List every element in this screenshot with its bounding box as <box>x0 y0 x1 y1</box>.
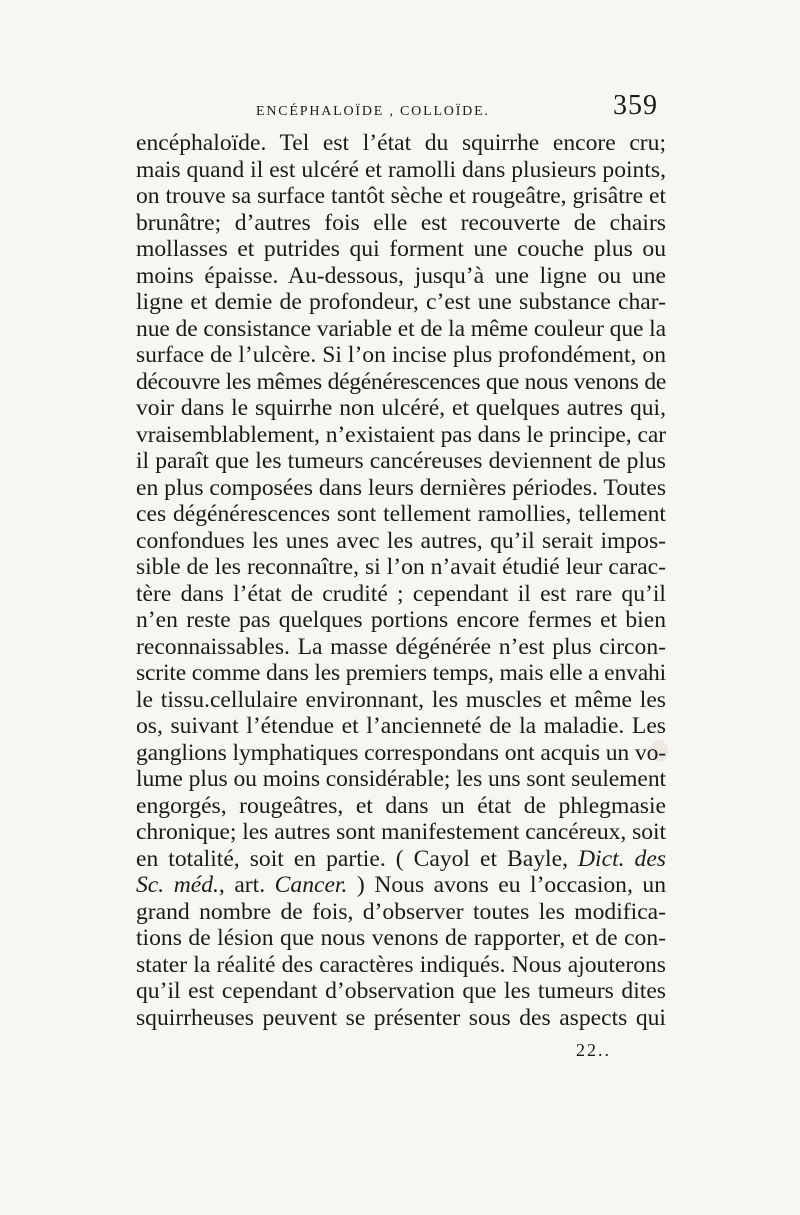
text-line: brunâtre; d’autres fois elle est recouverte de chairs <box>136 209 666 236</box>
text-line: tions de lésion que nous venons de rapporter, et de con- <box>136 925 666 951</box>
text-line: os, suivant l’étendue et l’ancienneté de la maladie. Les <box>136 713 666 739</box>
text-line: Sc. méd., art. Cancer. ) Nous avons eu l’occasion, un <box>136 872 666 898</box>
printer-signature: 22.. <box>576 1040 611 1060</box>
text-line: on trouve sa surface tantôt sèche et rougeâtre, grisâtre et <box>136 183 666 209</box>
page-number: 359 <box>613 90 658 121</box>
text-line: tère dans l’état de crudité ; cependant il est rare qu’il <box>136 580 666 607</box>
text-line: moins épaisse. Au-dessous, jusqu’à une ligne ou une <box>136 262 666 289</box>
text-line: encéphaloïde. Tel est l’état du squirrhe encore cru; <box>136 130 666 156</box>
text-line: en plus composées dans leurs dernières périodes. Toutes <box>136 474 666 501</box>
text-line: mais quand il est ulcéré et ramolli dans plusieurs points, <box>136 156 666 183</box>
text-line: scrite comme dans les premiers temps, mais elle a envahi <box>136 660 666 686</box>
text-line: chronique; les autres sont manifestement cancéreux, soit <box>136 819 666 845</box>
text-line: sible de les reconnaître, si l’on n’avait étudié leur carac- <box>136 554 666 580</box>
text-line: ces dégénérescences sont tellement ramollies, tellement <box>136 501 666 527</box>
text-line: nue de consistance variable et de la même couleur que la <box>136 315 666 342</box>
text-line: confondues les unes avec les autres, qu’il serait impos- <box>136 527 666 554</box>
page-header <box>136 86 666 126</box>
text-line: vraisemblablement, n’existaient pas dans le principe, car <box>136 421 666 448</box>
text-line: en totalité, soit en partie. ( Cayol et Bayle, Dict. des <box>136 845 666 872</box>
text-line: découvre les mêmes dégénérescences que nous venons de <box>136 368 666 395</box>
text-line: engorgés, rougeâtres, et dans un état de phlegmasie <box>136 792 666 819</box>
text-line: n’en reste pas quelques portions encore fermes et bien <box>136 607 666 633</box>
running-head: ENCÉPHALOÏDE , COLLOÏDE. <box>256 104 490 119</box>
text-line: mollasses et putrides qui forment une couche plus ou <box>136 236 666 262</box>
text-line: grand nombre de fois, d’observer toutes les modifica- <box>136 898 666 925</box>
text-line: le tissu.cellulaire environnant, les muscles et même les <box>136 686 666 713</box>
text-line: stater la réalité des caractères indiqués. Nous ajouterons <box>136 951 666 978</box>
text-line: lume plus ou moins considérable; les uns sont seulement <box>136 766 666 792</box>
text-line: qu’il est cependant d’observation que les tumeurs dites <box>136 978 666 1004</box>
body-text <box>136 130 666 1031</box>
text-line: ligne et demie de profondeur, c’est une substance char- <box>136 289 666 315</box>
text-line: voir dans le squirrhe non ulcéré, et quelques autres qui, <box>136 395 666 421</box>
text-line: surface de l’ulcère. Si l’on incise plus profondément, on <box>136 342 666 368</box>
text-line: il paraît que les tumeurs cancéreuses deviennent de plus <box>136 448 666 474</box>
text-line: squirrheuses peuvent se présenter sous des aspects qui <box>136 1004 666 1031</box>
text-line: reconnaissables. La masse dégénérée n’est plus circon- <box>136 633 666 660</box>
text-line: ganglions lymphatiques correspondans ont acquis un vo- <box>136 739 667 766</box>
